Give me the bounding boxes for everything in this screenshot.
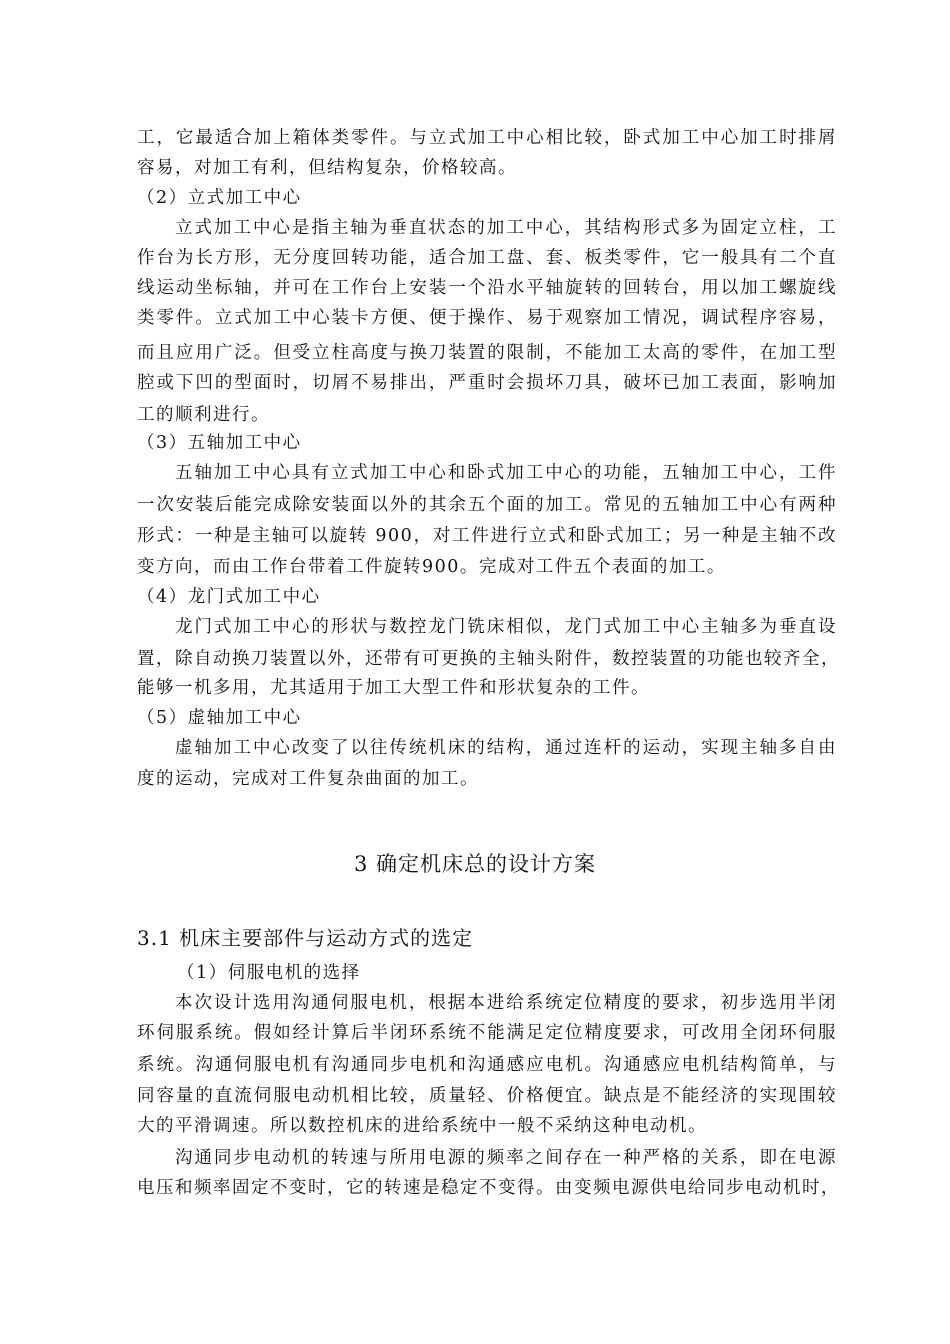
paragraph-line: 龙门式加工中心的形状与数控龙门铣床相似，龙门式加工中心主轴多为垂直设	[175, 617, 837, 637]
paragraph-line: 能够一机多用，尤其适用于加工大型工件和形状复杂的工件。	[137, 678, 650, 698]
paragraph-line: 沟通同步电动机的转速与所用电源的频率之间存在一种严格的关系，即在电源	[175, 1148, 837, 1168]
paragraph-line: 五轴加工中心具有立式加工中心和卧式加工中心的功能，五轴加工中心，工件	[175, 463, 837, 483]
paragraph-line: 环伺服系统。假如经计算后半闭环系统不能满足定位精度要求，可改用全闭环伺服	[137, 1023, 837, 1043]
paragraph-line: 度的运动，完成对工件复杂曲面的加工。	[137, 769, 479, 789]
paragraph-line: 容易，对加工有利，但结构复杂，价格较高。	[137, 158, 517, 178]
subheading-virtual-axis-center: （5）虚轴加工中心	[137, 708, 302, 728]
subheading-gantry-center: （4）龙门式加工中心	[137, 587, 321, 607]
paragraph-line: 虚轴加工中心改变了以往传统机床的结构，通过连杆的运动，实现主轴多自由	[175, 738, 837, 758]
paragraph-line: 工，它最适合加上箱体类零件。与立式加工中心相比较，卧式加工中心加工时排屑	[137, 128, 837, 148]
paragraph-line: 而且应用广泛。但受立柱高度与换刀装置的限制，不能加工太高的零件，在加工型	[137, 343, 837, 363]
paragraph-line: 同容量的直流伺服电动机相比较，质量轻、价格便宜。缺点是不能经济的实现围较	[137, 1086, 837, 1106]
paragraph-line: 电压和频率固定不变时，它的转速是稳定不变得。由变频电源供电给同步电动机时，	[137, 1178, 840, 1198]
paragraph-line: 工的顺利进行。	[137, 405, 270, 425]
subheading-servo-motor: （1）伺服电机的选择	[177, 963, 361, 983]
subheading-vertical-center: （2）立式加工中心	[137, 188, 302, 208]
paragraph-line: 系统。沟通伺服电机有沟通同步电机和沟通感应电机。沟通感应电机结构简单，与	[137, 1055, 837, 1075]
paragraph-line: 立式加工中心是指主轴为垂直状态的加工中心，其结构形式多为固定立柱，工	[175, 218, 837, 238]
paragraph-line: 腔或下凹的型面时，切屑不易排出，严重时会损坏刀具，破坏已加工表面，影响加	[137, 373, 837, 393]
chapter-title: 3 确定机床总的设计方案	[353, 852, 597, 876]
paragraph-line: 一次安装后能完成除安装面以外的其余五个面的加工。常见的五轴加工中心有两种	[137, 495, 837, 515]
section-title: 3.1 机床主要部件与运动方式的选定	[137, 926, 474, 950]
paragraph-line: 大的平滑调速。所以数控机床的进给系统中一般不采纳这种电动机。	[137, 1116, 707, 1136]
paragraph-line: 本次设计选用沟通伺服电机，根据本进给系统定位精度的要求，初步选用半闭	[175, 993, 837, 1013]
paragraph-line: 类零件。立式加工中心装卡方便、便于操作、易于观察加工情况，调试程序容易，	[137, 308, 837, 328]
paragraph-line: 线运动坐标轴，并可在工作台上安装一个沿水平轴旋转的回转台，用以加工螺旋线	[137, 278, 837, 298]
paragraph-line: 置，除自动换刀装置以外，还带有可更换的主轴头附件，数控装置的功能也较齐全，	[137, 649, 840, 669]
paragraph-line: 变方向，而由工作台带着工件旋转900。完成对工件五个表面的加工。	[137, 557, 726, 577]
subheading-five-axis-center: （3）五轴加工中心	[137, 433, 302, 453]
paragraph-line: 作台为长方形，无分度回转功能，适合加工盘、套、板类零件，它一般具有二个直	[137, 248, 837, 268]
paragraph-line: 形式：一种是主轴可以旋转 900，对工件进行立式和卧式加工；另一种是主轴不改	[137, 526, 837, 546]
